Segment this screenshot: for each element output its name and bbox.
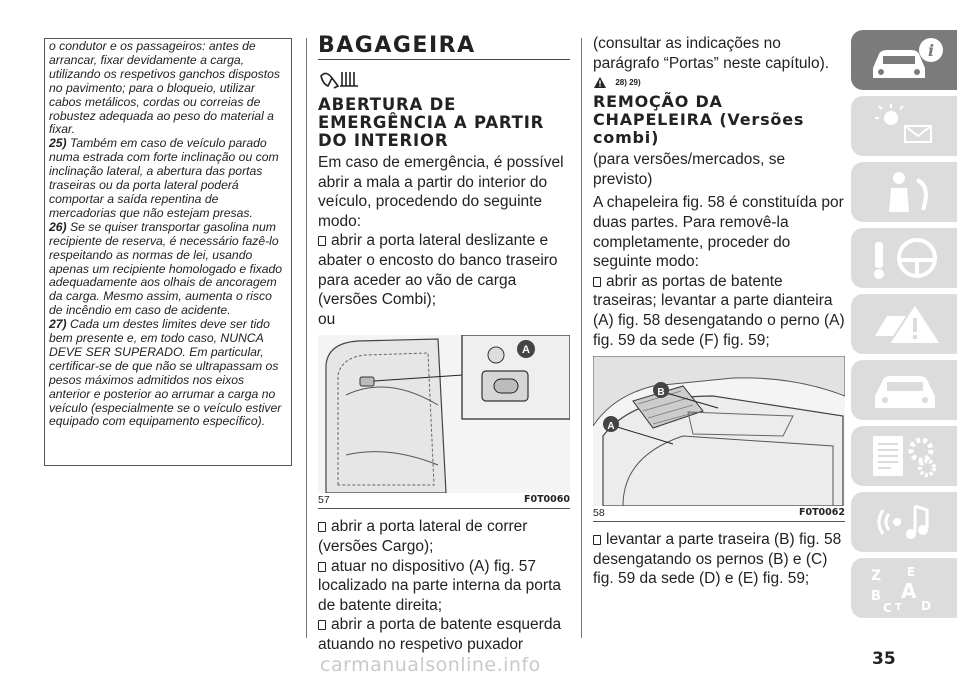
index-letter: C [883,601,892,614]
column-divider [581,38,582,638]
figure-caption [593,506,845,521]
car-info-icon [861,34,951,86]
alphabetical-index-icon [861,562,951,614]
bullet-item: abrir a porta lateral de correr (versões Cargo); [318,517,570,556]
column-divider [306,38,307,638]
index-letter: D [921,599,931,613]
warning-num: 27) [49,317,67,332]
bullet-item: abrir a porta lateral deslizante e abater o encosto do banco traseiro para aceder ao vão de carga (versões Combi); [318,231,570,309]
paragraph: A chapeleira fig. 58 é constituída por duas partes. Para removê-la completamente, proceder do seguinte modo: [593,194,844,271]
watermark: carmanualsonline.info [320,654,541,676]
safety-seatbelt-icon [861,166,951,218]
subsection-title: ABERTURA DE EMERGÊNCIA A PARTIR DO INTERIOR [318,95,545,150]
index-letter: T [895,602,902,613]
figure-number: 57 [318,494,330,507]
parcel-shelf-illustration [593,356,845,506]
warning-item-25 [49,137,287,220]
figure-code: F0T0060 [523,494,570,506]
figure-label-b: B [657,387,665,399]
tab-maintenance[interactable] [851,360,957,420]
warning-references: 28) 29) [615,78,641,88]
index-letter: E [907,565,916,579]
bullet-item: abrir as portas de batente traseiras; levantar a parte dianteira (A) fig. 58 desengatando o perno (A) fig. 59 da sede (F) fig. 59; [593,272,845,349]
tab-emergency[interactable] [851,294,957,354]
figure-code: F0T0062 [798,507,845,519]
key-steering-icon [861,232,951,284]
warning-item-26 [49,221,287,318]
warning-text: Se se quiser transportar gasolina num recipiente de reserva, é necessário fazê-lo respeitando as normas de lei, usando apenas um recipiente homologado e fixado adequadamente aos olhais de ancoragem da carga. Mesmo assim, aumenta o risco de incêndio em caso de acidente. [49,219,283,318]
tab-technical-data[interactable] [851,426,957,486]
warning-triangle-icon [861,298,951,350]
index-letter: Z [871,568,882,584]
figure-58 [593,356,845,522]
bullet-item: atuar no dispositivo (A) fig. 57 localizado na parte interna da porta de batente direita; [318,557,570,616]
warning-num: 26) [49,219,67,234]
paragraph: Em caso de emergência, é possível abrir a mala a partir do interior do veículo, procedendo do seguinte modo: [318,154,564,230]
figure-label-a: A [522,344,530,357]
tab-car-info[interactable] [851,30,957,90]
section-title: BAGAGEIRA [318,34,570,60]
chapter-index-sidebar [851,30,957,624]
warning-intro: o condutor e os passageiros: antes de arrancar, fixar devidamente a carga, utilizando os respetivos ganchos dispostos no pavimento; para o bloqueio, utilizar cabos metálicos, cordas ou correias de robustez adequada ao peso do material a fixar. [49,39,281,137]
caution-symbol-icon [318,66,570,92]
warning-text: Também em caso de veículo parado numa estrada com forte inclinação ou com inclinação lateral, a abertura das portas traseiras ou da porta lateral poderá comportar a saída repentina de mercadorias que não estejam presas. [49,136,279,220]
figure-caption [318,493,570,508]
tab-safety[interactable] [851,162,957,222]
paragraph: ou [318,310,336,328]
figure-57 [318,335,570,509]
bullet-item: abrir a porta de batente esquerda atuando no respetivo puxador [318,615,570,654]
figure-number: 58 [593,507,605,520]
warning-box [44,38,292,466]
bullet-item: levantar a parte traseira (B) fig. 58 desengatando os pernos (B) e (C) fig. 59 da sede (D) e (E) fig. 59; [593,530,845,589]
dashboard-lights-icon [861,100,951,152]
door-interior-illustration [318,335,570,493]
column-chapeleira [593,34,845,589]
paragraph: (consultar as indicações no parágrafo “Portas” neste capítulo). [593,35,830,72]
index-letter: A [901,579,917,603]
car-maintenance-icon [861,364,951,416]
multimedia-icon [861,496,951,548]
warning-text: Cada um destes limites deve ser tido bem presente e, em todo caso, NUNCA DEVE SER SUPERADO. Em particular, certificar-se de que não se ultrapassam os pesos máximos admitidos nos eixos anterior e posterior ao arrumar a carga no veículo (especialmente se o veículo estiver equipado com equipamento específico). [49,317,282,429]
warning-triangle-icon [593,76,607,89]
column-bagageira [318,34,570,655]
tab-dashboard-lights[interactable] [851,96,957,156]
svg-text:i: i [927,41,935,60]
reference-line [593,73,845,89]
warning-item-27 [49,318,287,429]
tab-index[interactable] [851,558,957,618]
page-number: 35 [872,649,896,669]
subsection-title: REMOÇÃO DA CHAPELEIRA (Versões combi) [593,92,805,148]
figure-label-a: A [607,421,615,433]
warning-num: 25) [49,136,67,151]
tab-starting-driving[interactable] [851,228,957,288]
technical-data-icon [861,430,951,482]
tab-multimedia[interactable] [851,492,957,552]
paragraph: (para versões/mercados, se previsto) [593,151,786,188]
index-letter: B [871,589,881,604]
